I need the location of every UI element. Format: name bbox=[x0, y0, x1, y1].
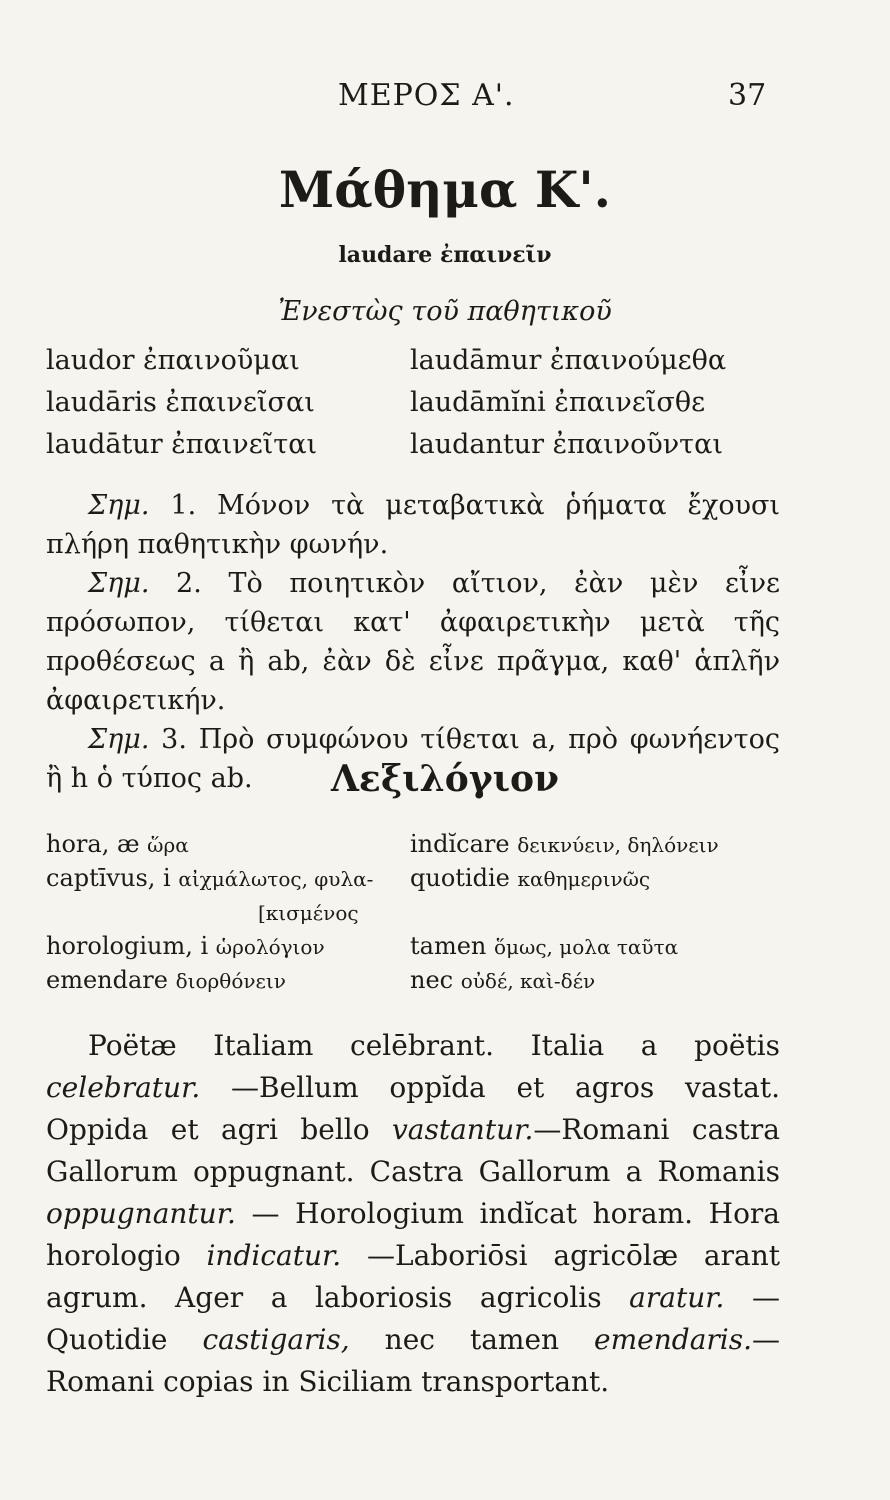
conjugation-plural: laudāmur ἐπαινούμεθα bbox=[410, 345, 727, 376]
conjugation-row bbox=[46, 387, 826, 429]
grammar-note bbox=[46, 564, 780, 720]
vocab-greek: ὡρολόγιον bbox=[215, 935, 325, 959]
vocab-entry-right bbox=[410, 830, 719, 858]
vocab-greek: δεικνύειν, δηλόνειν bbox=[517, 833, 719, 857]
exercise-text: — Horologium indĭcat horam. Hora horologio bbox=[46, 1197, 780, 1272]
vocabulary-title: Λεξιλόγιον bbox=[331, 758, 559, 800]
note-text: 3. Πρὸ συμφώνου τίθεται a, πρὸ φωνήεντος ἢ h ὁ τύπος ab. bbox=[46, 724, 780, 794]
note-label: Σημ. bbox=[88, 568, 150, 599]
vocab-greek: ὅμως, μολα ταῦτα bbox=[494, 935, 679, 959]
vocab-entry-left bbox=[46, 966, 286, 994]
conjugation-plural: laudāmĭni ἐπαινεῖσθε bbox=[410, 387, 706, 418]
vocab-greek: καθημερινῶς bbox=[517, 867, 651, 891]
note-text: 2. Τὸ ποιητικὸν αἴτιον, ἐὰν μὲν εἶνε πρόσωπον, τίθεται κατ' ἀφαιρετικὴν μετὰ τῆς προθέσεως a ἢ ab, ἐὰν δὲ εἶνε πρᾶγμα, καθ' ἁπλῆν ἀφαιρετικήν. bbox=[46, 568, 780, 716]
vocab-entry-right bbox=[410, 932, 678, 960]
vocab-entry-right bbox=[410, 966, 595, 994]
conjugation-plural: laudantur ἐπαινοῦνται bbox=[410, 429, 723, 460]
exercise-passive-verb: vastantur. bbox=[391, 1113, 534, 1146]
vocab-greek: [κισμένος bbox=[258, 901, 359, 925]
note-text: 1. Μόνον τὰ μεταβατικὰ ῥήματα ἔχουσι πλήρη παθητικὴν φωνήν. bbox=[46, 490, 780, 560]
grammar-note bbox=[46, 486, 780, 564]
exercise-paragraph bbox=[46, 1025, 780, 1403]
vocab-entry-left bbox=[46, 864, 373, 892]
exercise-text: —Bellum oppĭda et agros vastat. Oppida et agri bello bbox=[46, 1071, 780, 1146]
vocabulary-row bbox=[46, 864, 826, 898]
note-label: Σημ. bbox=[88, 724, 150, 755]
exercise-passive-verb: aratur. bbox=[629, 1281, 725, 1314]
exercise-passive-verb: celebratur. bbox=[46, 1071, 201, 1104]
vocab-greek: αἰχμάλωτος, φυλα- bbox=[178, 867, 374, 891]
exercise-passive-verb: castigaris, bbox=[202, 1323, 350, 1356]
vocab-entry-left bbox=[258, 898, 359, 926]
running-header bbox=[0, 78, 890, 118]
exercise-passive-verb: indicatur. bbox=[206, 1239, 342, 1272]
vocabulary-list bbox=[46, 830, 826, 1000]
conjugation-singular: laudāris ἐπαινεῖσαι bbox=[46, 387, 315, 418]
vocab-latin: hora, æ bbox=[46, 830, 148, 858]
vocab-entry-right bbox=[410, 864, 650, 892]
tense-heading: Ἐνεστὼς τοῦ παθητικοῦ bbox=[278, 296, 612, 327]
vocab-latin: quotidie bbox=[410, 864, 518, 892]
vocab-latin: indĭcare bbox=[410, 830, 518, 858]
vocabulary-row bbox=[46, 932, 826, 966]
page-number: 37 bbox=[728, 78, 767, 113]
vocab-entry-left bbox=[46, 932, 325, 960]
vocabulary-row bbox=[46, 966, 826, 1000]
exercise-passive-verb: emendaris. bbox=[594, 1323, 752, 1356]
vocab-latin: nec bbox=[410, 966, 461, 994]
exercise-passive-verb: oppugnantur. bbox=[46, 1197, 236, 1230]
exercise-text: —Laboriōsi agricōlæ arant agrum. Ager a laboriosis agricolis bbox=[46, 1239, 780, 1314]
header-title: ΜΕΡΟΣ Α'. bbox=[338, 78, 515, 113]
exercise-text: nec tamen bbox=[349, 1323, 595, 1356]
exercise-text: —Romani castra Gallorum oppugnant. Castra Gallorum a Romanis bbox=[46, 1113, 780, 1188]
conjugation-row bbox=[46, 345, 826, 387]
vocab-latin: tamen bbox=[410, 932, 494, 960]
note-label: Σημ. bbox=[88, 490, 150, 521]
vocab-greek: οὐδέ, καὶ-δέν bbox=[460, 969, 596, 993]
exercise-text: — Quotidie bbox=[46, 1281, 780, 1356]
conjugation-row bbox=[46, 429, 826, 471]
conjugation-singular: laudor ἐπαινοῦμαι bbox=[46, 345, 300, 376]
vocab-entry-left bbox=[46, 830, 189, 858]
conjugation-table bbox=[46, 345, 826, 471]
vocab-latin: emendare bbox=[46, 966, 176, 994]
conjugation-singular: laudātur ἐπαινεῖται bbox=[46, 429, 318, 460]
lesson-subtitle: laudare ἐπαινεῖν bbox=[338, 242, 552, 268]
exercise-text: Poëtæ Italiam celēbrant. Italia a poëtis bbox=[88, 1029, 780, 1062]
grammar-notes bbox=[46, 486, 780, 798]
exercise-text: —Romani copias in Siciliam transportant. bbox=[46, 1323, 780, 1398]
vocab-latin: horologium, i bbox=[46, 932, 216, 960]
vocab-greek: ὥρα bbox=[147, 833, 189, 857]
lesson-title: Μάθημα Κ'. bbox=[278, 160, 612, 219]
vocabulary-row-continuation bbox=[46, 898, 826, 932]
vocab-greek: διορθόνειν bbox=[175, 969, 286, 993]
vocab-latin: captīvus, i bbox=[46, 864, 179, 892]
vocabulary-row bbox=[46, 830, 826, 864]
